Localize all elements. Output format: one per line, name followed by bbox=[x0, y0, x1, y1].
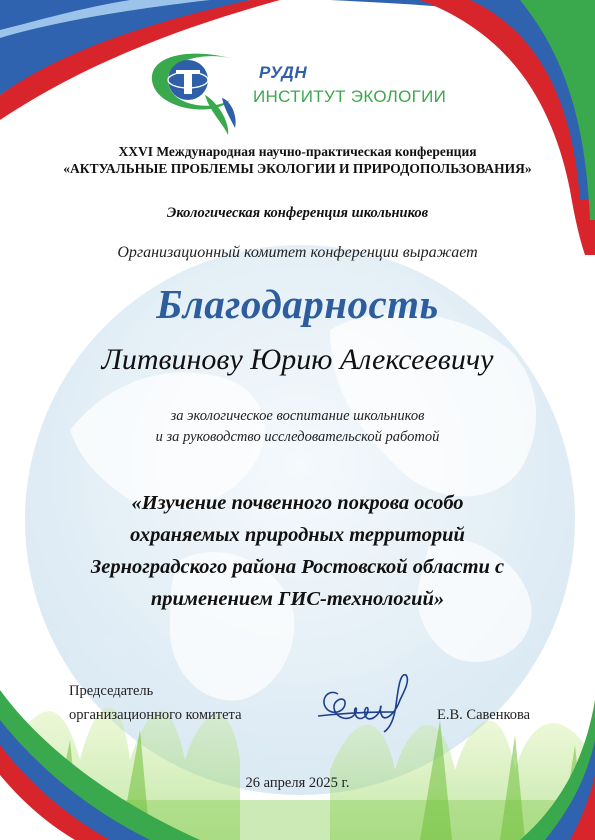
reason-line2: и за руководство исследовательской работой bbox=[155, 429, 440, 445]
issue-date: 26 апреля 2025 г. bbox=[245, 775, 350, 791]
work-title-line2: охраняемых природных территорий bbox=[130, 524, 465, 546]
conference-title-line1: XXVI Международная научно-практическая конференция bbox=[118, 144, 477, 159]
logo-institute-text: ИНСТИТУТ ЭКОЛОГИИ bbox=[253, 87, 447, 106]
work-title-line3: Зерноградского района Ростовской области с bbox=[90, 556, 505, 578]
work-title-line1: «Изучение почвенного покрова особо bbox=[131, 492, 464, 514]
reason-line1: за экологическое воспитание школьников bbox=[170, 408, 425, 424]
recipient-name: Литвинову Юрию Алексеевичу bbox=[101, 343, 494, 376]
work-title-line4: применением ГИС-технологий» bbox=[150, 588, 445, 610]
signature-name: Е.В. Савенкова bbox=[437, 707, 531, 723]
signature-role-line1: Председатель bbox=[69, 683, 154, 699]
committee-text: Организационный комитет конференции выражает bbox=[117, 244, 478, 261]
conference-section: Экологическая конференция школьников bbox=[166, 205, 429, 221]
award-title: Благодарность bbox=[156, 281, 439, 327]
logo-rudn-text: РУДН bbox=[259, 63, 308, 82]
conference-title-line2: «АКТУАЛЬНЫЕ ПРОБЛЕМЫ ЭКОЛОГИИ И ПРИРОДОПОЛЬЗОВАНИЯ» bbox=[63, 161, 532, 176]
ribbon-top-left bbox=[0, 0, 300, 140]
signature-role-line2: организационного комитета bbox=[69, 707, 242, 723]
rudn-emblem-icon bbox=[152, 54, 236, 135]
